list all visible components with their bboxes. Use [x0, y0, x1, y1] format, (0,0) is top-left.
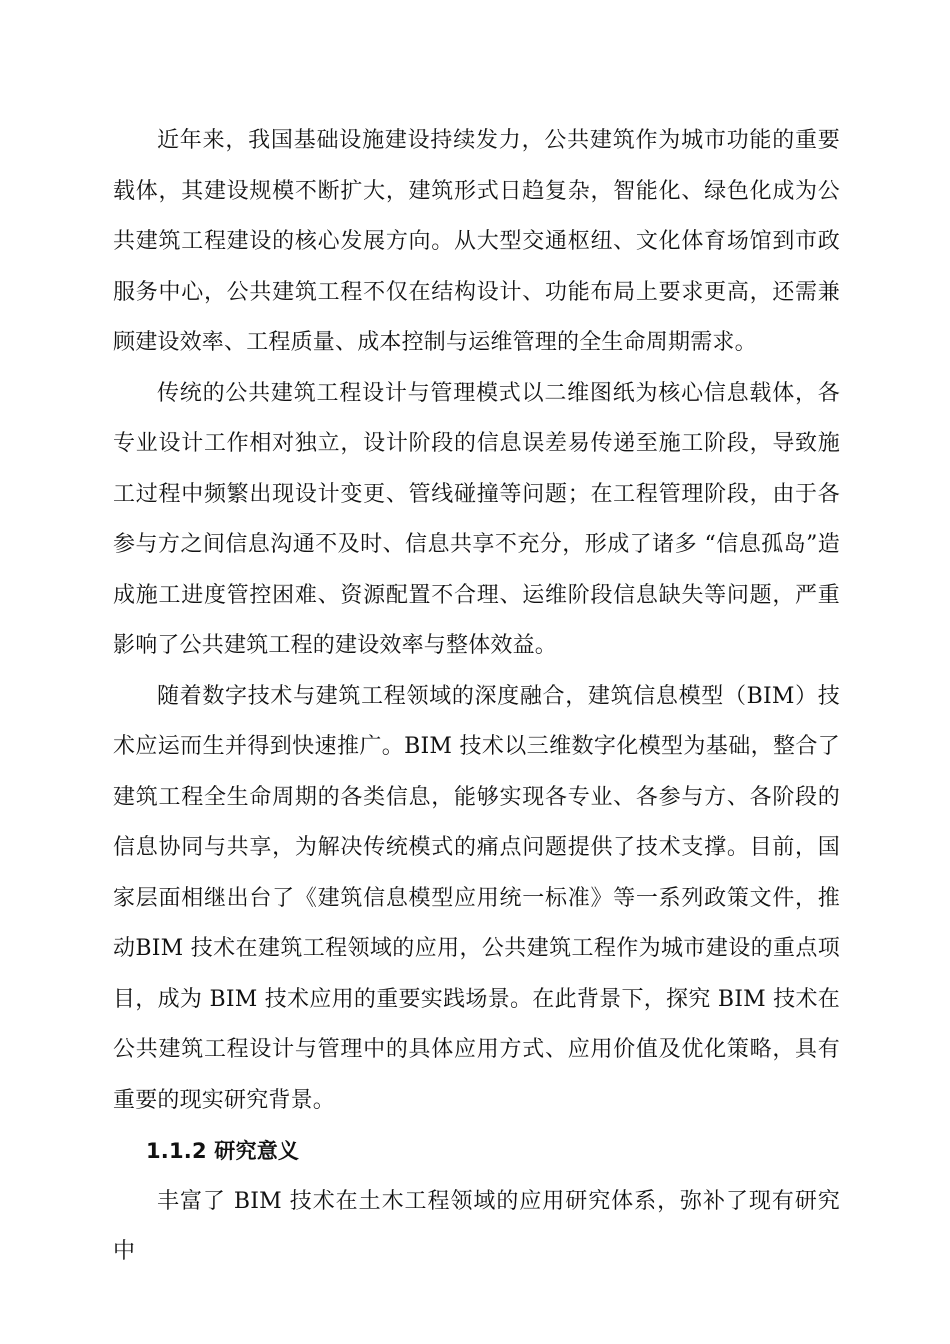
paragraph-bim-development: 随着数字技术与建筑工程领域的深度融合，建筑信息模型（BIM）技术应运而生并得到快速推广。BIM 技术以三维数字化模型为基础，整合了建筑工程全生命周期的各类信息，能够实现各专业、各参与方、各阶段的信息协同与共享，为解决传统模式的痛点问题提供了技术支撑。目前，国家层面相继出台了《建筑信息模型应用统一标准》等一系列政策文件，推动BIM 技术在建筑工程领域的应用，公共建筑工程作为城市建设的重点项目，成为 BIM 技术应用的重要实践场景。在此背景下，探究 BIM 技术在公共建筑工程设计与管理中的具体应用方式、应用价值及优化策略，具有重要的现实研究背景。	[113, 683, 840, 1113]
paragraph-traditional-mode: 传统的公共建筑工程设计与管理模式以二维图纸为核心信息载体，各专业设计工作相对独立，设计阶段的信息误差易传递至施工阶段，导致施工过程中频繁出现设计变更、管线碰撞等问题；在工程管理阶段，由于各参与方之间信息沟通不及时、信息共享不充分，形成了诸多 “信息孤岛”造成施工进度管控困难、资源配置不合理、运维阶段信息缺失等问题，严重影响了公共建筑工程的建设效率与整体效益。	[113, 380, 840, 658]
paragraph-background: 近年来，我国基础设施建设持续发力，公共建筑作为城市功能的重要载体，其建设规模不断扩大，建筑形式日趋复杂，智能化、绿色化成为公共建筑工程建设的核心发展方向。从大型交通枢纽、文化体育场馆到市政服务中心，公共建筑工程不仅在结构设计、功能布局上要求更高，还需兼顾建设效率、工程质量、成本控制与运维管理的全生命周期需求。	[113, 128, 840, 355]
section-heading: 1.1.2 研究意义	[146, 1139, 300, 1163]
document-body	[113, 116, 840, 1278]
paragraph-significance: 丰富了 BIM 技术在土木工程领域的应用研究体系，弥补了现有研究中	[113, 1188, 840, 1264]
